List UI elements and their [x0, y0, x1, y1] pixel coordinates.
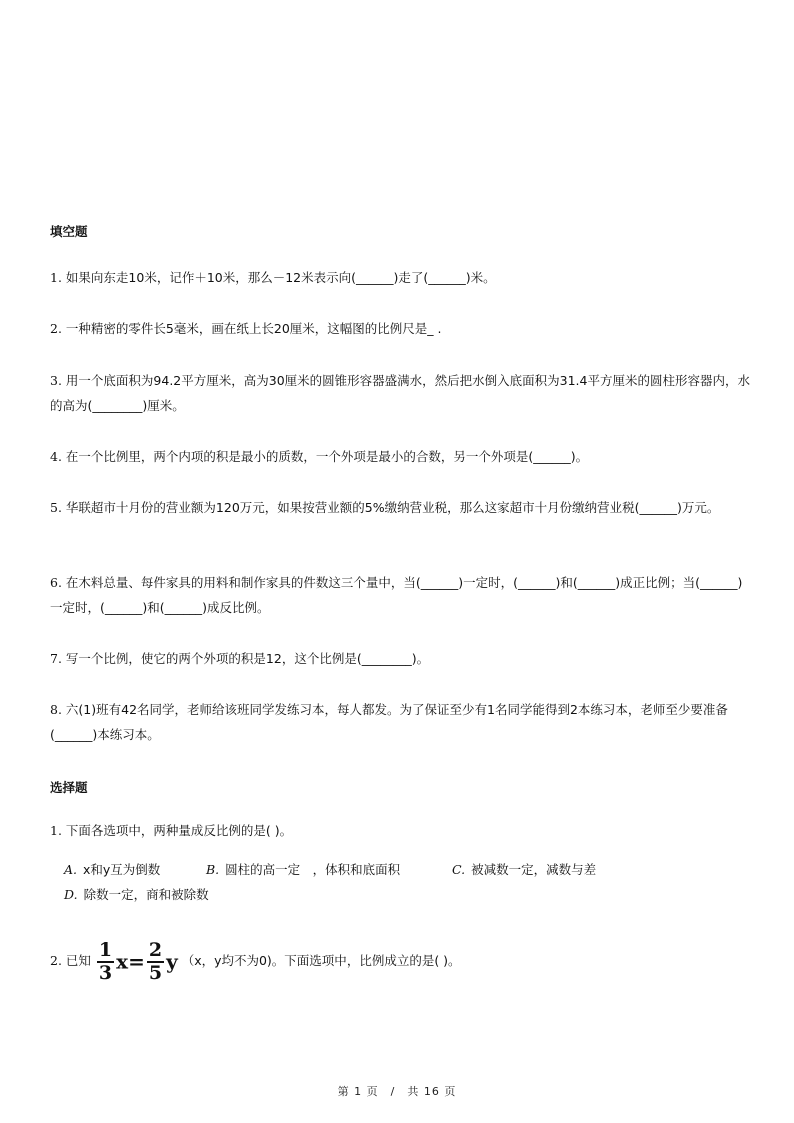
- option-letter: D.: [64, 887, 78, 902]
- choice-options: [64, 857, 754, 907]
- option-b: [206, 857, 452, 882]
- fraction-denominator: 5: [148, 961, 163, 984]
- question-text: 六(1)班有42名同学，老师给该班同学发练习本，每人都发。为了保证至少有1名同学能得到2本练习本，老师至少要准备(______)本练习本。: [50, 702, 728, 742]
- question-number: 5.: [50, 500, 62, 515]
- question-text: 在一个比例里，两个内项的积是最小的质数，一个外项是最小的合数，另一个外项是(______)。: [61, 449, 589, 464]
- question-7: [50, 646, 750, 671]
- option-letter: A.: [64, 862, 78, 877]
- fraction-two-fifths: [147, 940, 164, 984]
- question-4: [50, 444, 750, 469]
- question-8: [50, 697, 750, 747]
- option-text: x和y互为倒数: [83, 862, 161, 877]
- option-a: [64, 857, 206, 882]
- variable-x: x: [116, 949, 129, 974]
- question-number: 1.: [50, 823, 62, 838]
- question-text: 一种精密的零件长5毫米，画在纸上长20厘米，这幅图的比例尺是_ .: [61, 321, 442, 336]
- question-number: 4.: [50, 449, 62, 464]
- question-number: 7.: [50, 651, 62, 666]
- question-number: 8.: [50, 702, 62, 717]
- option-text: 除数一定，商和被除数: [83, 887, 209, 902]
- fraction-numerator: 2: [148, 938, 163, 961]
- option-d: [64, 882, 209, 907]
- question-number: 2.: [50, 321, 62, 336]
- question-5: [50, 495, 750, 520]
- question-6: [50, 570, 750, 620]
- question-text: 如果向东走10米，记作＋10米，那么－12米表示向(______)走了(______)米。: [61, 270, 496, 285]
- question-number: 6.: [50, 575, 62, 590]
- question-prefix: 已知: [61, 953, 91, 968]
- choice-question-2: [50, 936, 750, 987]
- option-letter: B.: [206, 862, 220, 877]
- variable-y: y: [166, 949, 178, 974]
- question-text: 写一个比例，使它的两个外项的积是12，这个比例是(________)。: [61, 651, 430, 666]
- question-text: 用一个底面积为94.2平方厘米，高为30厘米的圆锥形容器盛满水，然后把水倒入底面积为31.4平方厘米的圆柱形容器内，水的高为(________)厘米。: [50, 373, 750, 413]
- page-footer: 第 1 页 / 共 16 页: [337, 1085, 457, 1098]
- question-number: 2.: [50, 953, 62, 968]
- fraction-numerator: 1: [98, 938, 113, 961]
- option-text: 被减数一定，减数与差: [471, 862, 597, 877]
- question-3: [50, 368, 750, 418]
- question-text: 下面各选项中，两种量成反比例的是( )。: [61, 823, 293, 838]
- fraction-denominator: 3: [98, 961, 113, 984]
- question-2: [50, 316, 750, 341]
- section-title-fill-blank: 填空题: [50, 224, 88, 239]
- question-number: 1.: [50, 270, 62, 285]
- question-text: 在木料总量、每件家具的用料和制作家具的件数这三个量中，当(______)一定时，(______)和(______)成正比例；当(______)一定时，(______)和(______)成反比例。: [50, 575, 743, 615]
- fraction-one-third: [97, 940, 114, 984]
- question-1: [50, 265, 750, 290]
- question-suffix: （x，y均不为0)。下面选项中，比例成立的是( )。: [181, 953, 461, 968]
- option-c: [452, 857, 596, 882]
- question-text: 华联超市十月份的营业额为120万元，如果按营业额的5%缴纳营业税，那么这家超市十月份缴纳营业税(______)万元。: [61, 500, 720, 515]
- section-title-multiple-choice: 选择题: [50, 780, 88, 795]
- question-number: 3.: [50, 373, 62, 388]
- equals-sign: =: [128, 949, 145, 974]
- choice-question-1: [50, 818, 750, 843]
- option-letter: C.: [452, 862, 466, 877]
- option-text: 圆柱的高一定 ，体积和底面积: [225, 862, 401, 877]
